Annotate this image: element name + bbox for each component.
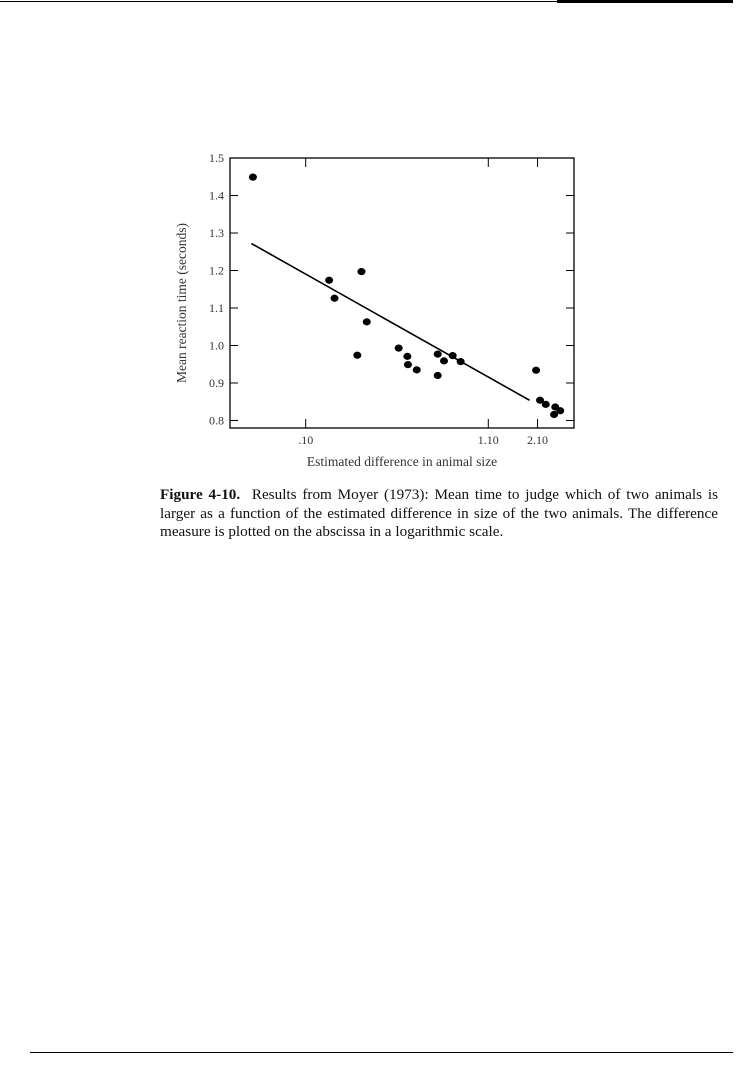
x-tick-label: .10 xyxy=(298,433,314,447)
data-point xyxy=(440,357,448,364)
y-axis-label: Mean reaction time (seconds) xyxy=(174,222,189,384)
figure-caption xyxy=(160,486,718,542)
data-point xyxy=(404,361,412,368)
regression-line xyxy=(251,244,529,401)
plot-frame xyxy=(230,158,574,428)
y-tick-label: 1.0 xyxy=(209,338,224,353)
data-point xyxy=(325,277,333,284)
y-tick-label: 1.5 xyxy=(209,151,224,165)
data-point xyxy=(353,352,361,359)
data-point xyxy=(542,401,550,408)
data-point xyxy=(249,174,257,181)
y-tick-label: 1.4 xyxy=(209,188,224,203)
data-point xyxy=(457,358,465,365)
caption-text: Results from Moyer (1973): Mean time to judge which of two animals is larger as a function of the estimated difference in size of the two animals. The difference measure is plotted on the abscissa in a logarithmic scale. xyxy=(160,486,718,540)
y-tick-label: 0.9 xyxy=(209,376,224,390)
data-point xyxy=(413,366,421,373)
data-point xyxy=(357,268,365,275)
data-point xyxy=(556,407,564,414)
data-point xyxy=(395,345,403,352)
bottom-rule xyxy=(30,1052,733,1053)
data-point xyxy=(532,367,540,374)
data-point xyxy=(403,353,411,360)
x-tick-label: 1.10 xyxy=(477,433,499,447)
x-axis-label: Estimated difference in animal size xyxy=(306,454,498,469)
data-point xyxy=(449,352,457,359)
data-point xyxy=(434,351,442,358)
y-tick-label: 0.8 xyxy=(209,413,224,428)
data-point xyxy=(434,372,442,379)
y-tick-label: 1.3 xyxy=(209,226,224,240)
y-tick-label: 1.2 xyxy=(209,263,224,278)
x-tick-label: 2.10 xyxy=(527,433,549,447)
y-tick-label: 1.1 xyxy=(209,301,224,315)
data-point xyxy=(363,318,371,325)
data-point xyxy=(331,295,339,302)
caption-label: Figure 4-10. xyxy=(160,486,241,503)
